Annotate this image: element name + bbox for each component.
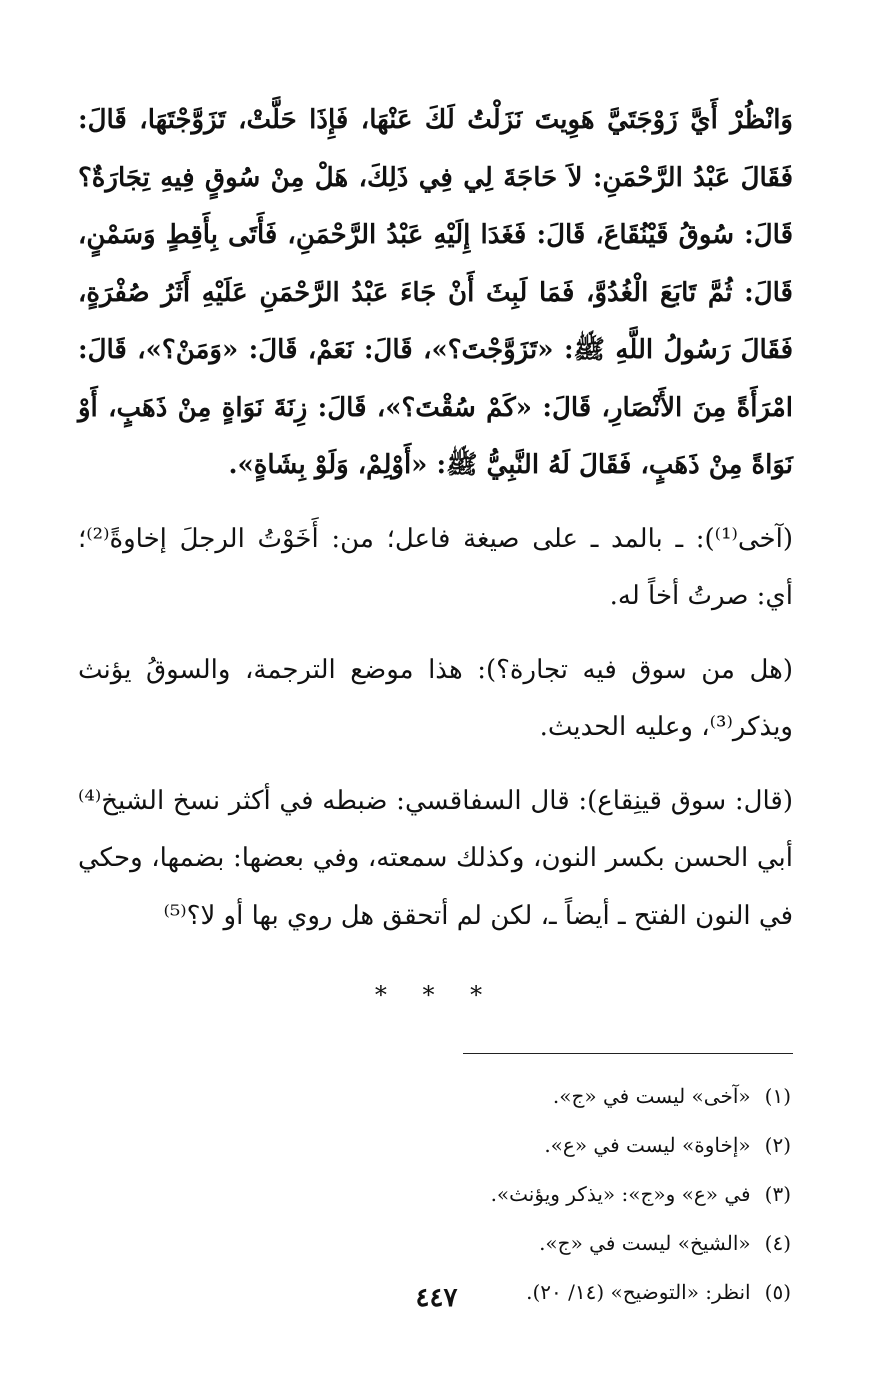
commentary-souq: (هل من سوق فيه تجارة؟): هذا موضع الترجمة، والسوقُ يؤنث ويذكر⁽³⁾، وعليه الحديث. [78,654,793,742]
hadith-paragraph: وَانْظُرْ أَيَّ زَوْجَتَيَّ هَوِيتَ نَزَلْتُ لَكَ عَنْهَا، فَإِذَا حَلَّتْ، تَزَوَّجْتَهَا، قَالَ: فَقَالَ عَبْدُ الرَّحْمَنِ: لاَ حَاجَةَ لِي فِي ذَلِكَ، هَلْ مِنْ سُوقٍ فِيهِ تِجَارَةٌ؟ قَالَ: سُوقُ قَيْنُقَاعَ، قَالَ: فَغَدَا إِلَيْهِ عَبْدُ الرَّحْمَنِ، فَأَتَى بِأَقِطٍ وَسَمْنٍ، قَالَ: ثُمَّ تَابَعَ الْغُدُوَّ، فَمَا لَبِثَ أَنْ جَاءَ عَبْدُ الرَّحْمَنِ عَلَيْهِ أَثَرُ صُفْرَةٍ، فَقَالَ رَسُولُ اللَّهِ ﷺ: «تَزَوَّجْتَ؟»، قَالَ: نَعَمْ، قَالَ: «وَمَنْ؟»، قَالَ: امْرَأَةً مِنَ الأَنْصَارِ، قَالَ: «كَمْ سُقْتَ؟»، قَالَ: زِنَةَ نَوَاةٍ مِنْ ذَهَبٍ، أَوْ نَوَاةً مِنْ ذَهَبٍ، فَقَالَ لَهُ النَّبِيُّ ﷺ: «أَوْلِمْ، وَلَوْ بِشَاةٍ». [78,105,793,480]
page-number: ٤٤٧ [415,1283,458,1313]
footnote-number: (٤) [764,1231,791,1255]
commentary-akha: (آخى⁽¹⁾): ـ بالمد ـ على صيغة فاعل؛ من: أَخَوْتُ الرجلَ إخاوةً⁽²⁾؛ أي: صرتُ أخاً له. [78,523,793,611]
footnote-item [78,1219,791,1268]
footnote-number: (٥) [764,1280,791,1304]
main-text [78,92,793,945]
footnote-number: (٣) [764,1182,791,1206]
footnote-number: (١) [764,1084,791,1108]
footnote-number: (٢) [764,1133,791,1157]
footnote-text: «إخاوة» ليست في «ع». [544,1133,751,1157]
commentary-qaynuqa: (قال: سوق قينِقاع): قال السفاقسي: ضبطه في أكثر نسخ الشيخ⁽⁴⁾ أبي الحسن بكسر النون، وكذلك سمعته، وفي بعضها: بضمها، وحكي في النون الفتح ـ أيضاً ـ، لكن لم أتحقق هل روي بها أو لا؟⁽⁵⁾ [78,785,793,931]
footnote-rule [463,1053,793,1054]
footnote-text: في «ع» و«ج»: «يذكر ويؤنث». [490,1182,751,1206]
footnote-text: انظر: «التوضيح» (١٤/ ٢٠). [526,1280,751,1304]
footnote-text: «آخى» ليست في «ج». [552,1084,751,1108]
footnote-item [78,1072,791,1121]
section-separator: * * * [374,981,497,1009]
footnote-item [78,1121,791,1170]
footnote-item [78,1170,791,1219]
footnotes [78,1072,793,1317]
footnote-text: «الشيخ» ليست في «ج». [539,1231,751,1255]
